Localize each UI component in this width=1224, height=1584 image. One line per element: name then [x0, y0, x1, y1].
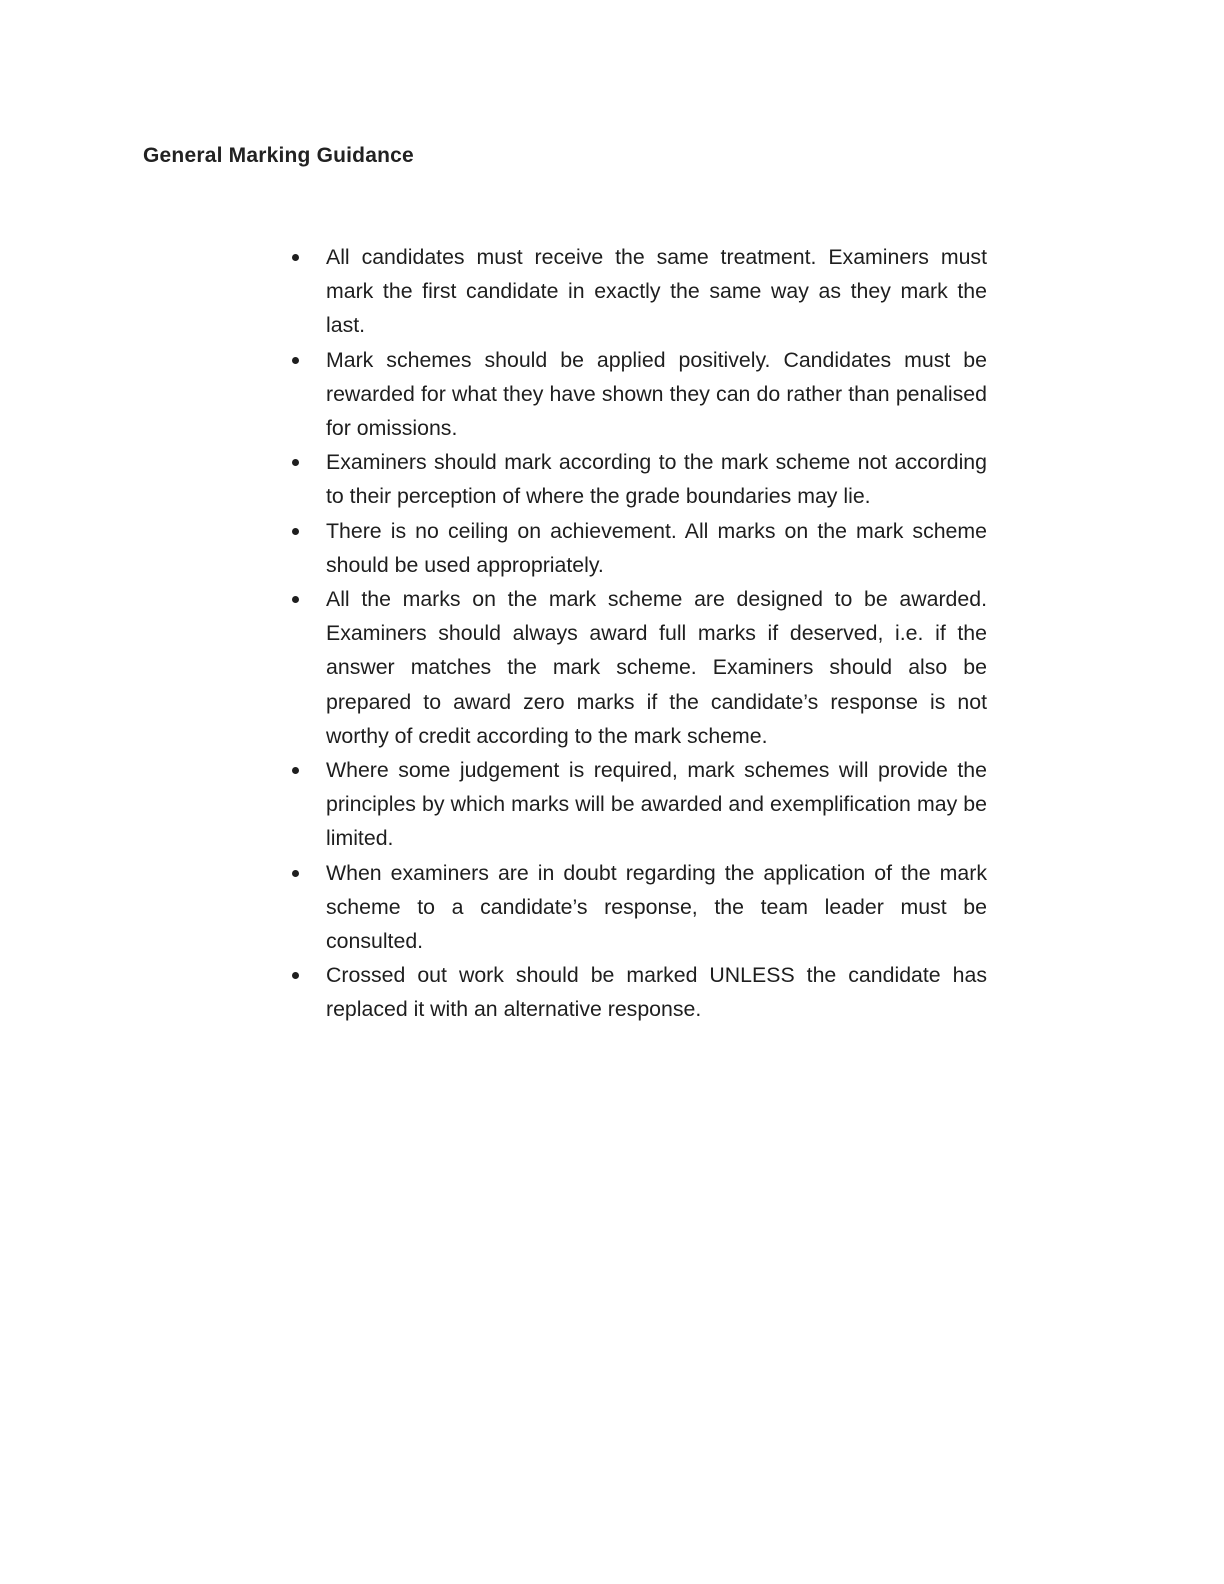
list-item [287, 582, 987, 753]
list-item [287, 753, 987, 856]
list-item-text: Where some judgement is required, mark schemes will provide the principles by which marks will be awarded and exemplification may be limited. [326, 758, 987, 851]
list-item-text: Mark schemes should be applied positively. Candidates must be rewarded for what they have shown they can do rather than penalised for omissions. [326, 347, 987, 441]
bullet-icon [292, 459, 299, 466]
list-item [287, 958, 987, 1026]
bullet-icon [292, 972, 299, 979]
bullet-icon [292, 254, 299, 261]
list-item-text: When examiners are in doubt regarding the application of the mark scheme to a candidate’s response, the team leader must be consulted. [326, 860, 987, 954]
list-item-text: Examiners should mark according to the mark scheme not according to their perception of where the grade boundaries may lie. [326, 450, 987, 509]
guidance-list [287, 240, 987, 1027]
list-item [287, 240, 987, 343]
list-item-text: All the marks on the mark scheme are designed to be awarded. Examiners should always award full marks if deserved, i.e. if the answer matches the mark scheme. Examiners should also be prepared to award zero marks if the candidate’s response is not worthy of credit according to the mark scheme. [326, 587, 987, 748]
bullet-icon [292, 767, 299, 774]
bullet-icon [292, 870, 299, 877]
list-item [287, 514, 987, 582]
bullet-icon [292, 357, 299, 364]
bullet-icon [292, 596, 299, 603]
list-item [287, 343, 987, 446]
page-title: General Marking Guidance [143, 144, 414, 167]
list-item-text: Crossed out work should be marked UNLESS the candidate has replaced it with an alternative response. [326, 963, 987, 1022]
list-item [287, 445, 987, 513]
list-item [287, 856, 987, 959]
list-item-text: There is no ceiling on achievement. All marks on the mark scheme should be used appropriately. [326, 518, 987, 577]
bullet-icon [292, 528, 299, 535]
list-item-text: All candidates must receive the same treatment. Examiners must mark the first candidate in exactly the same way as they mark the last. [326, 245, 987, 338]
